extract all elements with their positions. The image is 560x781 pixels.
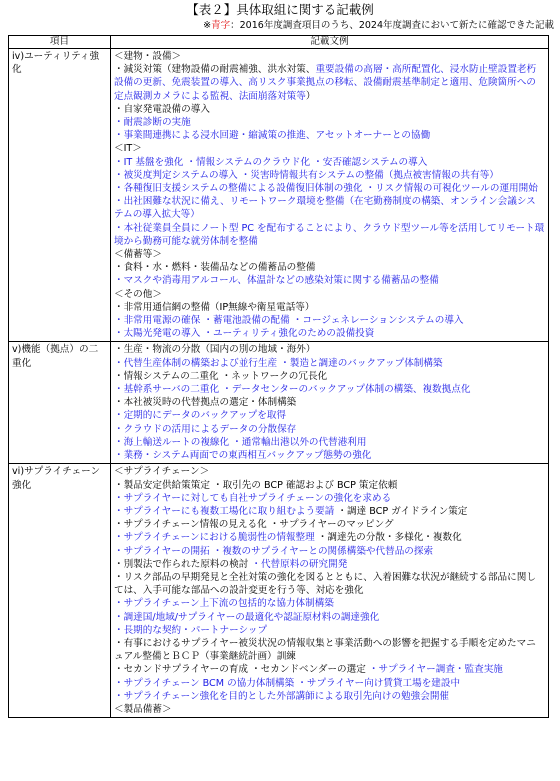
example-line	[114, 63, 545, 103]
example-line: ・クラウドの活用によるデータの分散保存	[114, 423, 297, 435]
row-category: v)機能（拠点）の二重化	[9, 342, 111, 464]
example-line-part: ・調達 BCP ガイドライン策定	[334, 505, 468, 517]
example-line: ＜IT＞	[114, 143, 142, 155]
table-body	[9, 49, 549, 718]
example-line: ・各種復旧支援システムの整備による設備復旧体制の強化 ・リスク情報の可視化ツールの運用開始	[114, 183, 538, 195]
example-line: ・非常用通信網の整備（IP無線や衛星電話等）	[114, 301, 315, 313]
example-line	[114, 531, 545, 544]
row-category: vi)サプライチェーン強化	[9, 464, 111, 718]
example-line: ＜製品備蓄＞	[114, 703, 172, 715]
example-line: ・本社被災時の代替拠点の選定・体制構築	[114, 397, 297, 409]
example-line: ＜サプライチェーン＞	[114, 466, 210, 478]
example-line: ・製品安定供給策策定 ・取引先の BCP 確認および BCP 策定依頼	[114, 479, 398, 491]
table-row	[9, 49, 549, 342]
example-line: ・情報システムの二重化 ・ネットワークの冗長化	[114, 370, 328, 382]
example-line	[114, 505, 545, 518]
row-examples	[111, 464, 549, 718]
example-line-part: ・セカンドサプライヤーの育成 ・セカンドベンダーの選定	[114, 664, 369, 676]
example-line-part: ・調達先の分散・多様化・複数化	[314, 532, 462, 544]
example-line-part: ）	[305, 90, 316, 102]
example-line-part: ・サプライヤー調査・監査実施	[368, 664, 503, 676]
example-line: ・調達国/地域/サプライヤーの最適化や認証原材料の調達強化	[114, 611, 380, 623]
example-line: ＜備蓄等＞	[114, 249, 162, 261]
example-line: ・サプライヤーの開拓 ・複数のサプライヤーとの関係構築や代替品の探索	[114, 545, 434, 557]
example-line-part: 重要設備の高層・高所配置化、浸水防止壁設置老朽設備の更新、免震装置の導入、高リスク事業拠点の移転、設備耐震基準制定と適用、危険箇所への定点観測カメラによる監視、法面崩落対策等	[114, 64, 537, 102]
table-row	[9, 342, 549, 464]
example-line: ・太陽光発電の導入 ・ユーティリティ強化のための設備投資	[114, 328, 375, 340]
example-line: ＜建物・設備＞	[114, 51, 182, 62]
example-line: ・長期的な契約・パートナーシップ	[114, 624, 268, 636]
row-examples	[111, 49, 549, 342]
example-line: ・IT 基盤を強化 ・情報システムのクラウド化 ・安否確認システムの導入	[114, 156, 428, 168]
example-line-part: ・代替原料の研究開発	[251, 558, 348, 570]
legend-note	[203, 20, 554, 32]
example-line: ・サプライチェーン強化を目的とした外部講師による取引先向けの勉強会開催	[114, 690, 450, 702]
example-line: ・定期的にデータのバックアップを取得	[114, 410, 287, 422]
example-line: ・サプライチェーン情報の見える化 ・サプライヤーのマッピング	[114, 519, 394, 531]
example-line: ・リスク部品の早期発見と全社対策の強化を図るとともに、入着困難な状況が継続する部品に関しては、入手可能な部品への設計変更を行う等、対応を強化	[114, 571, 536, 597]
example-line-part: ・サプライチェーンにおける脆弱性の情報整理	[114, 532, 315, 544]
example-line: ・被災度判定システムの導入 ・災害時情報共有システムの整備（拠点被害情報の共有等）	[114, 169, 499, 181]
note-prefix: ※	[203, 20, 212, 31]
note-text: ：2016年度調査項目のうち、2024年度調査において新たに確認できた記載	[230, 20, 554, 31]
table-row	[9, 464, 549, 718]
example-line: ・基幹系サーバの二重化 ・データセンターのバックアップ体制の構築、複数拠点化	[114, 384, 471, 396]
example-line: ・非常用電源の確保 ・蓄電池設備の配備 ・コージェネレーションシステムの導入	[114, 315, 464, 327]
example-line: ・自家発電設備の導入	[114, 103, 210, 115]
example-line: ・本社従業員全員にノート型 PC を配布することにより、クラウド型ツール等を活用してリモート環境から勤務可能な就労体制を整備	[114, 222, 545, 247]
example-line: ・食料・水・燃料・装備品などの備蓄品の整備	[114, 262, 316, 274]
table-title: 【表２】具体取組に関する記載例	[186, 2, 374, 17]
header-item: 項目	[9, 36, 111, 49]
example-line	[114, 663, 545, 676]
example-line: ・サプライチェーン BCM の協力体制構築 ・サプライヤー向け賃貸工場を建設中	[114, 677, 461, 689]
table-header-row	[9, 36, 549, 49]
row-examples	[111, 342, 549, 464]
example-line: ・耐震診断の実施	[114, 117, 191, 129]
example-line-part: ・減災対策（建物設備の耐震補強、洪水対策、	[114, 64, 316, 76]
header-example: 記載文例	[111, 36, 549, 49]
example-line: ・事業間連携による浸水回避・縮減策の推進、アセットオーナーとの協働	[114, 130, 431, 142]
example-line: ・出社困難な状況に備え、リモートワーク環境を整備（在宅勤務制度の構築、オンライン会議システムの導入拡大等）	[114, 196, 536, 221]
example-line: ・マスクや消毒用アルコール、体温計などの感染対策に関する備蓄品の整備	[114, 275, 439, 287]
row-category: iv)ユーティリティ強化	[9, 49, 111, 342]
example-line: ・有事におけるサプライヤー被災状況の情報収集と事業活動への影響を把握する手順を定めたマニュアル整備とＢＣＰ（事業継続計画）訓練	[114, 637, 536, 663]
examples-table	[8, 35, 549, 718]
example-line: ・生産・物流の分散（国内の別の地域・海外）	[114, 344, 316, 356]
example-line: ・サプライヤーに対しても自社サプライチェーンの強化を求める	[114, 492, 392, 504]
example-line: ・業務・システム両面での東西相互バックアップ態勢の強化	[114, 450, 372, 462]
example-line-part: ・サプライヤーにも複数工場化に取り組むよう要請	[114, 505, 335, 517]
example-line: ・海上輸送ルートの複線化 ・通常輸出港以外の代替港利用	[114, 436, 367, 448]
example-line	[114, 558, 545, 571]
example-line: ・代替生産体制の構築および並行生産 ・製造と調達のバックアップ体制構築	[114, 357, 443, 369]
example-line: ＜その他＞	[114, 288, 162, 300]
note-red-word: 青字	[211, 20, 231, 31]
example-line: ・サプライチェーン上下流の包括的な協力体制構築	[114, 598, 334, 610]
example-line-part: ・別製法で作られた原料の検討	[114, 558, 252, 570]
